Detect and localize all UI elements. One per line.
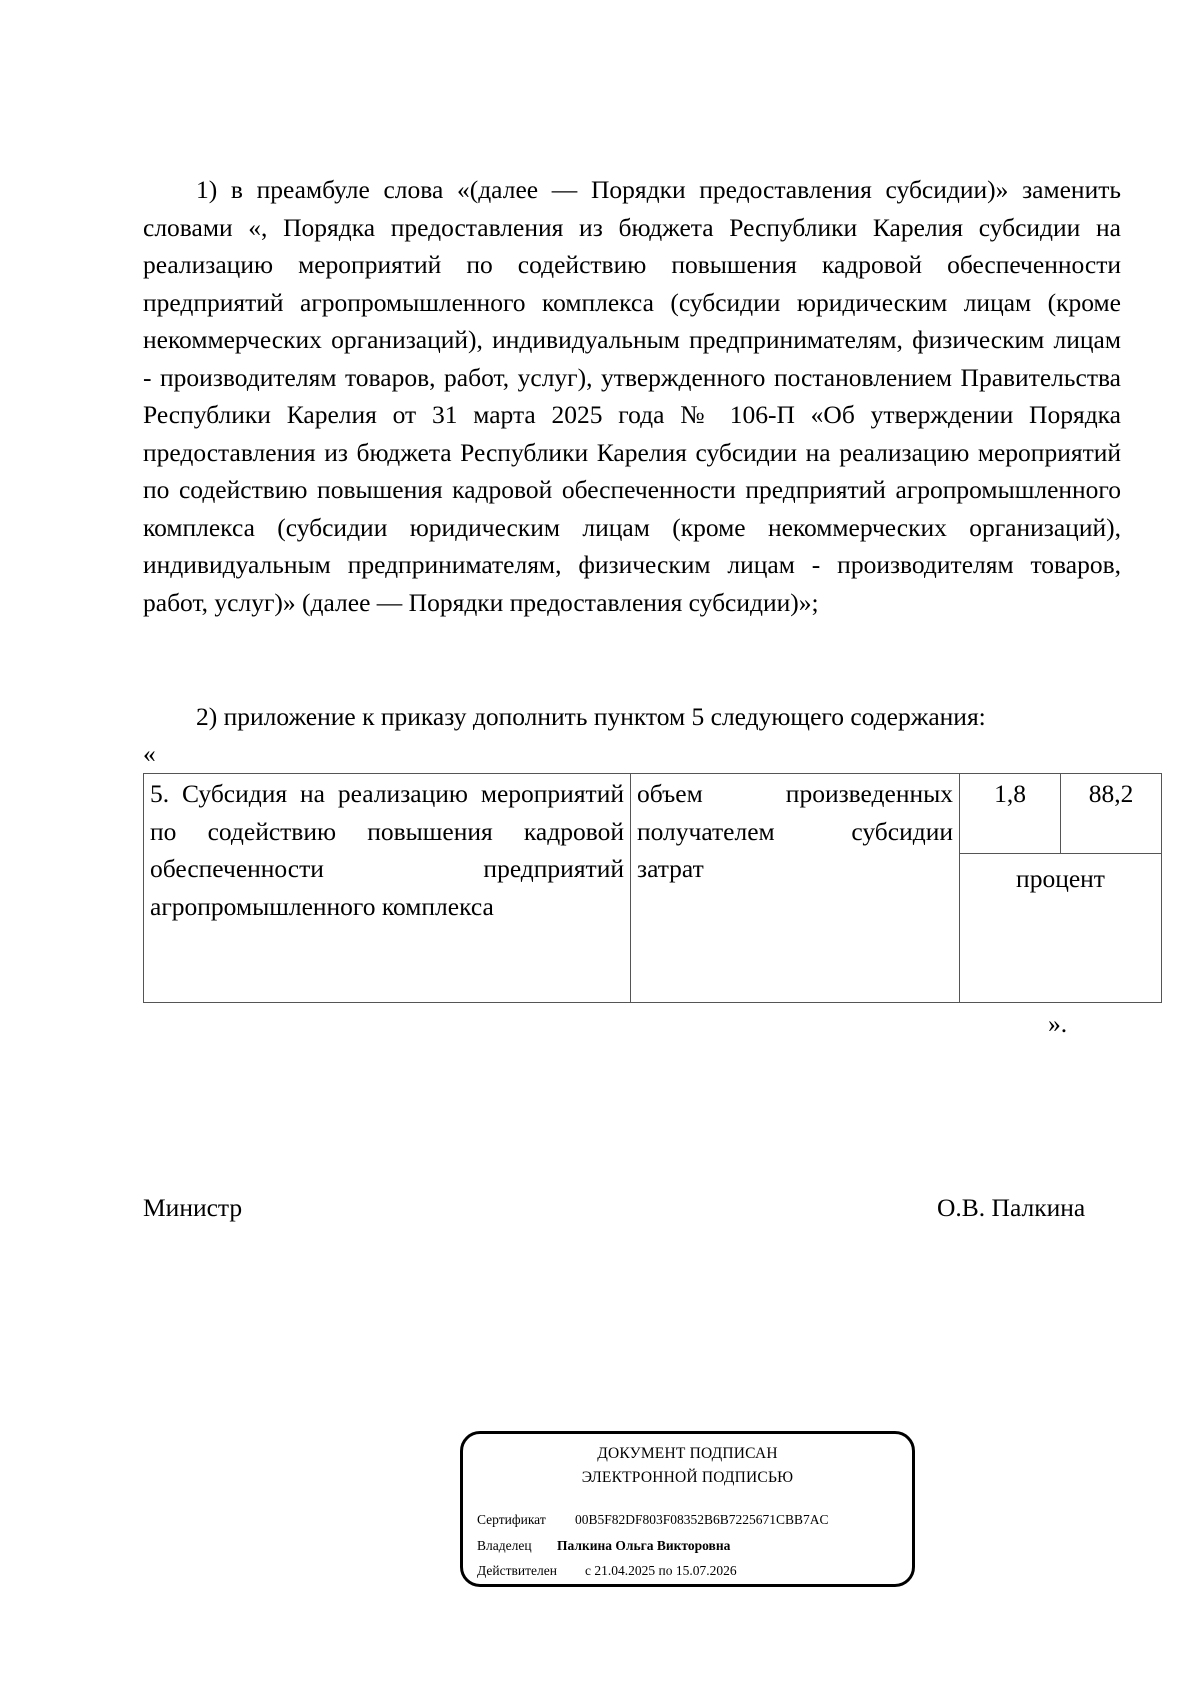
stamp-owner-row	[477, 1537, 730, 1555]
paragraph-1: 1) в преамбуле слова «(далее — Порядки предоставления субсидии)» заменить словами «, Порядка предоставления из бюджета Республики Карелия субсидии на реализацию мероприятий по содействию повышения кадровой обеспеченности предприятий агропромышленного комплекса (субсидии юридическим лицам (кроме некоммерческих организаций), индивидуальным предпринимателям, физическим лицам - производителям товаров, работ, услуг), утвержденного постановлением Правительства Республики Карелия от 31 марта 2025 года № 106-П «Об утверждении Порядка предоставления из бюджета Республики Карелия субсидии на реализацию мероприятий по содействию повышения кадровой обеспеченности предприятий агропромышленного комплекса (субсидии юридическим лицам (кроме некоммерческих организаций), индивидуальным предпринимателям, физическим лицам - производителям товаров, работ, услуг)» (далее — Порядки предоставления субсидии)»;	[143, 175, 1121, 617]
stamp-owner-value: Палкина Ольга Викторовна	[557, 1538, 731, 1553]
table-cell-name: 5. Субсидия на реализацию мероприятий по содействию повышения кадровой обеспеченности предприятий агропромышленного комплекса	[144, 774, 631, 1003]
amendment-table	[143, 773, 1162, 1003]
paragraph-2: 2) приложение к приказу дополнить пунктом 5 следующего содержания:	[196, 702, 986, 731]
signatory-position: Министр	[143, 1193, 243, 1222]
stamp-validity-label: Действителен	[477, 1563, 557, 1578]
table-cell-indicator: объем произведенных получателем субсидии затрат	[631, 774, 960, 1003]
table-cell-unit: процент	[960, 854, 1162, 1003]
table-cell-value-2: 88,2	[1061, 774, 1162, 854]
signatory-name: О.В. Палкина	[937, 1193, 1086, 1222]
stamp-title-line-2: ЭЛЕКТРОННОЙ ПОДПИСЬЮ	[581, 1469, 794, 1486]
electronic-signature-stamp	[460, 1431, 915, 1587]
stamp-validity-row	[477, 1562, 737, 1580]
stamp-certificate-label: Сертификат	[477, 1512, 546, 1527]
stamp-certificate-value: 00B5F82DF803F08352B6B7225671CBB7AC	[575, 1512, 829, 1527]
table-cell-value-1: 1,8	[960, 774, 1061, 854]
stamp-title-line-1: ДОКУМЕНТ ПОДПИСАН	[597, 1445, 778, 1462]
stamp-owner-label: Владелец	[477, 1538, 532, 1553]
table-row	[144, 774, 1162, 854]
open-quote: «	[143, 739, 156, 768]
close-quote: ».	[1048, 1009, 1068, 1038]
stamp-certificate-row	[477, 1511, 829, 1529]
stamp-validity-value: с 21.04.2025 по 15.07.2026	[585, 1563, 737, 1578]
